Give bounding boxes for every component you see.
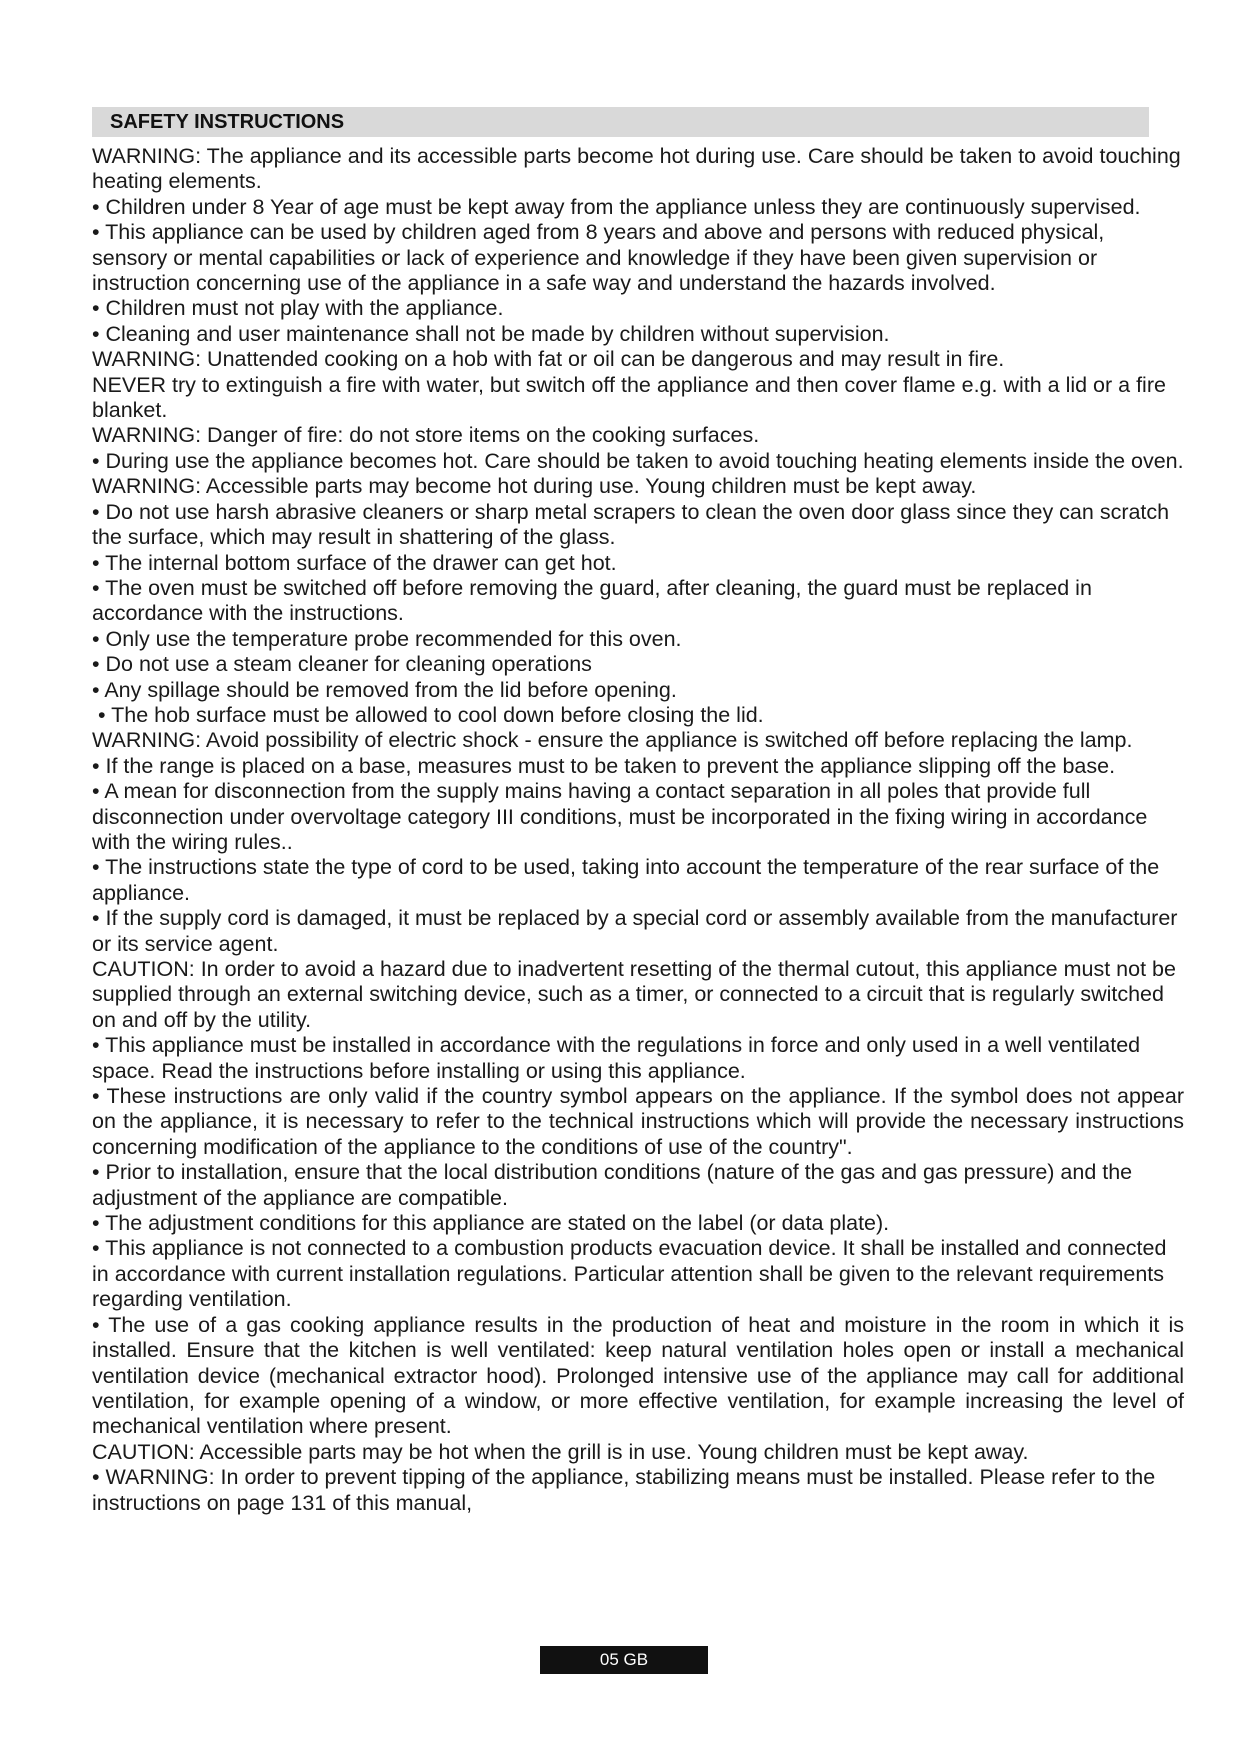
paragraph-oven-guard: • The oven must be switched off before removing the guard, after cleaning, the guard must be replaced in accordance with the instructions. — [92, 575, 1092, 626]
paragraph-ventilation: • The use of a gas cooking appliance results in the production of heat and moisture in the room in which it is installed. Ensure that the kitchen is well ventilated: keep natural ventilation holes open or install a mechanical ventilation device (mechanical extractor hood). Prolonged intensive use of the appliance may call for additional ventilation, for example opening of a window, or more effective ventilation, for example increasing the level of mechanical ventilation where present. — [92, 1312, 1184, 1439]
paragraph-warning-unattended-cooking: WARNING: Unattended cooking on a hob with fat or oil can be dangerous and may result in fire. — [92, 347, 1005, 372]
paragraph-cleaning-maintenance: • Cleaning and user maintenance shall not be made by children without supervision. — [92, 321, 890, 346]
paragraph-hob-cool: • The hob surface must be allowed to cool down before closing the lid. — [98, 702, 764, 727]
paragraph-cord-type: • The instructions state the type of cord to be used, taking into account the temperature of the rear surface of the appliance. — [92, 855, 1160, 905]
paragraph-warning-hot-parts: WARNING: The appliance and its accessible parts become hot during use. Care should be taken to avoid touching heating elements. — [92, 144, 1181, 194]
paragraph-caution-grill: CAUTION: Accessible parts may be hot when the grill is in use. Young children must be kept away. — [92, 1439, 1029, 1464]
paragraph-warning-fire: WARNING: Danger of fire: do not store items on the cooking surfaces. — [92, 423, 760, 448]
paragraph-steam-cleaner: • Do not use a steam cleaner for cleaning operations — [92, 652, 592, 677]
paragraph-abrasive-cleaners: • Do not use harsh abrasive cleaners or sharp metal scrapers to clean the oven door glass since they can scratch the surface, which may result in shattering of the glass. — [92, 499, 1170, 550]
paragraph-children-supervised: • Children under 8 Year of age must be kept away from the appliance unless they are continuously supervised. — [92, 194, 1141, 219]
paragraph-adjustment-conditions: • The adjustment conditions for this appliance are stated on the label (or data plate). — [92, 1211, 890, 1236]
safety-instructions-body — [92, 144, 1184, 1516]
paragraph-drawer-hot: • The internal bottom surface of the drawer can get hot. — [92, 550, 617, 575]
paragraph-temperature-probe: • Only use the temperature probe recommended for this oven. — [92, 626, 682, 651]
paragraph-country-symbol: • These instructions are only valid if the country symbol appears on the appliance. If the symbol does not appear on the appliance, it is necessary to refer to the technical instructions which will provide the necessary instructions concerning modification of the appliance to the conditions of use of the country". — [92, 1084, 1184, 1159]
page-number: 05 GB — [599, 1650, 649, 1669]
paragraph-children-aged-8: • This appliance can be used by children aged from 8 years and above and persons with reduced physical, sensory or mental capabilities or lack of experience and knowledge if they have been given supervision or instruction concerning use of the appliance in a safe way and understand the hazards involved. — [92, 220, 1105, 296]
section-header-bar — [92, 107, 1149, 137]
paragraph-installation-regulations: • This appliance must be installed in accordance with the regulations in force and only used in a well ventilated space. Read the instructions before installing or using this appliance. — [92, 1033, 1141, 1083]
paragraph-warning-accessible-parts: WARNING: Accessible parts may become hot during use. Young children must be kept away. — [92, 474, 977, 499]
paragraph-distribution-conditions: • Prior to installation, ensure that the local distribution conditions (nature of the gas and gas pressure) and the adjustment of the appliance are compatible. — [92, 1160, 1133, 1210]
paragraph-appliance-hot: • During use the appliance becomes hot. Care should be taken to avoid touching heating elements inside the oven. — [92, 448, 1184, 473]
paragraph-supply-cord: • If the supply cord is damaged, it must be replaced by a special cord or assembly available from the manufacturer or its service agent. — [92, 906, 1178, 956]
paragraph-spillage: • Any spillage should be removed from the lid before opening. — [92, 677, 677, 702]
paragraph-warning-electric-shock: WARNING: Avoid possibility of electric shock - ensure the appliance is switched off before replacing the lamp. — [92, 728, 1133, 753]
paragraph-range-base: • If the range is placed on a base, measures must to be taken to prevent the appliance slipping off the base. — [92, 753, 1116, 778]
paragraph-children-play: • Children must not play with the appliance. — [92, 296, 504, 321]
paragraph-caution-thermal-cutout: CAUTION: In order to avoid a hazard due to inadvertent resetting of the thermal cutout, this appliance must not be supplied through an external switching device, such as a timer, or connected to a circuit that is regularly switched on and off by the utility. — [92, 957, 1176, 1032]
page-number-badge — [540, 1646, 708, 1674]
paragraph-combustion-evacuation: • This appliance is not connected to a combustion products evacuation device. It shall be installed and connected in accordance with current installation regulations. Particular attention shall be given to the relevant requirements regarding ventilation. — [92, 1236, 1167, 1312]
paragraph-disconnection: • A mean for disconnection from the supply mains having a contact separation in all poles that provide full disconnection under overvoltage category III conditions, must be incorporated in the fixing wiring in accordance with the wiring rules.. — [92, 779, 1148, 854]
paragraph-never-water: NEVER try to extinguish a fire with water, but switch off the appliance and then cover flame e.g. with a lid or a fire blanket. — [92, 372, 1166, 423]
section-title: SAFETY INSTRUCTIONS — [110, 111, 345, 133]
paragraph-warning-tipping: • WARNING: In order to prevent tipping of the appliance, stabilizing means must be installed. Please refer to the instructions on page 131 of this manual, — [92, 1465, 1156, 1515]
